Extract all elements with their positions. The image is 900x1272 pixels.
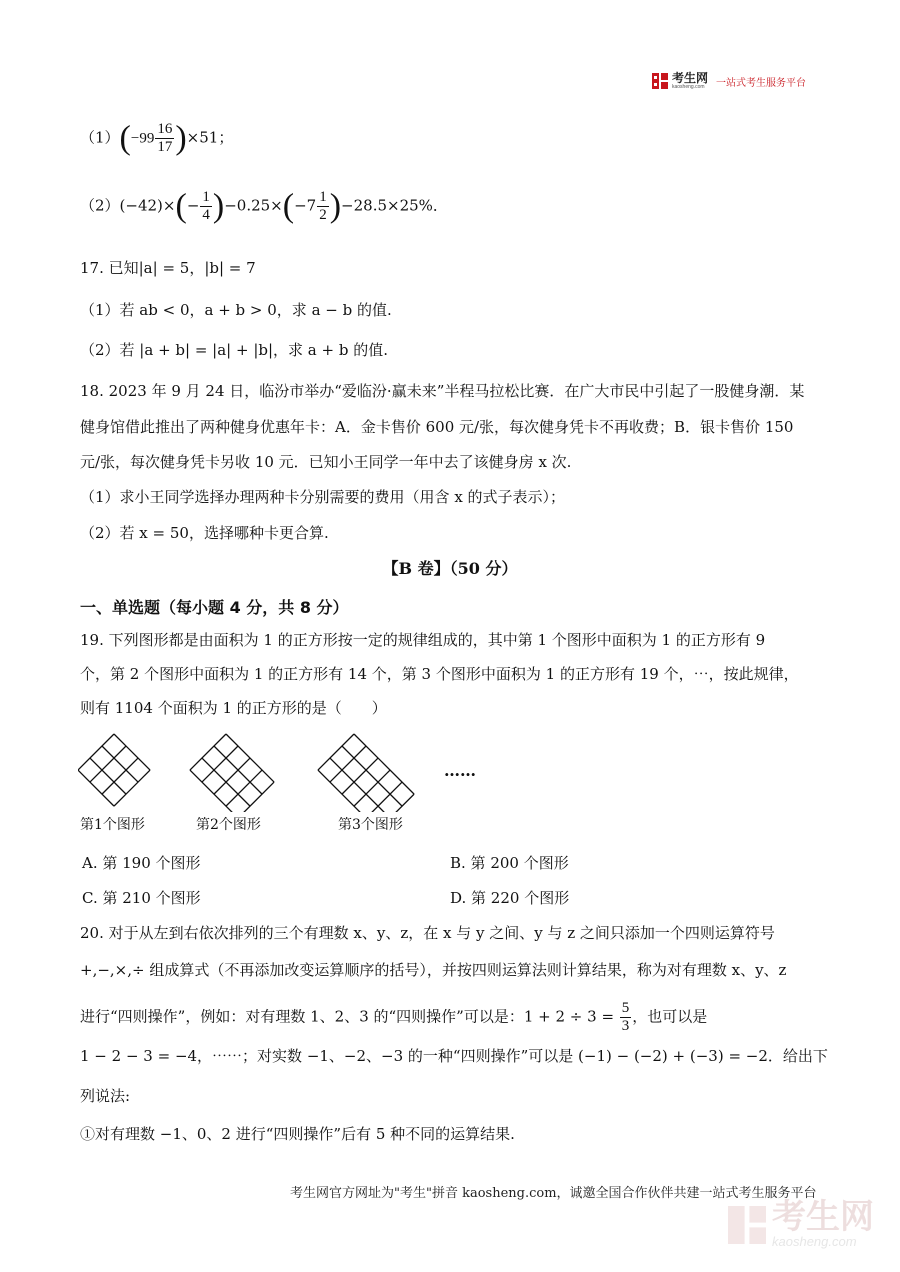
q19-line2: 个，第 2 个图形中面积为 1 的正方形有 14 个，第 3 个图形中面积为 1 的正方形有 19 个，⋯，按此规律， [80,665,799,683]
q16-p2-a: (−42)× [119,196,176,215]
q16-p2-c: −0.25× [224,196,283,215]
q16-p1-den: 17 [157,139,173,155]
q16-part2: （2）(−42)×(− $\frac{1}{4}$ )−0.25×(−7 $\frac{1}{2}$ )−28.5×25%． [80,187,448,225]
q16-p2-den1: 4 [202,207,210,223]
q19-figures [78,732,498,812]
q18-line1: 18. 2023 年 9 月 24 日，临汾市举办“爱临汾·赢未来”半程马拉松比赛．在广大市民中引起了一股健身潮．某 [80,382,805,400]
q20-line3 [80,1000,707,1035]
q18-line2: 健身馆借此推出了两种健身优惠年卡：A．金卡售价 600 元/张，每次健身凭卡不再收费；B．银卡售价 150 [80,418,794,436]
section-one-title: 一、单选题（每小题 4 分，共 8 分） [80,598,349,617]
q20-line1: 20. 对于从左到右依次排列的三个有理数 x、y、z，在 x 与 y 之间、y 与 z 之间只添加一个四则运算符号 [80,924,775,942]
figure-ellipsis: …… [444,761,476,780]
header-logo [652,72,806,90]
q20-line3-a: 进行“四则操作”，例如：对有理数 1、2、3 的“四则操作”可以是：1 + 2 ÷ 3 = [80,1007,619,1026]
watermark-logo-icon [728,1205,766,1245]
q16-p2-den2: 2 [319,207,327,223]
q19-option-b: B. 第 200 个图形 [450,854,569,872]
q17-stem: 17. 已知|a| = 5，|b| = 7 [80,259,256,277]
q20-line3-b: ，也可以是 [632,1007,708,1026]
q16-p1-tail: ×51； [186,128,234,147]
q20-frac-den: 3 [621,1018,630,1034]
grid-line [238,782,274,812]
q17-part1: （1）若 ab < 0，a + b > 0，求 a − b 的值. [80,301,392,319]
q20-frac-num: 5 [621,1000,630,1016]
q18-part2: （2）若 x = 50，选择哪种卡更合算. [80,524,329,542]
grid-line [342,746,402,806]
q20-fraction [620,1000,632,1035]
q16-p2-fraction2 [317,189,329,224]
q18-line3: 元/张，每次健身凭卡另收 10 元．已知小王同学一年中去了该健身房 x 次. [80,453,572,471]
grid-line [190,770,238,812]
q17-part2: （2）若 |a + b| = |a| + |b|，求 a + b 的值. [80,341,388,359]
q20-line4: 1 − 2 − 3 = −4，⋯⋯；对实数 −1、−2、−3 的一种“四则操作”可以是 (−1) − (−2) + (−3) = −2．给出下 [80,1047,828,1065]
q16-p2-b: − [186,196,200,215]
q19-line1: 19. 下列图形都是由面积为 1 的正方形按一定的规律组成的，其中第 1 个图形中面积为 1 的正方形有 9 [80,631,766,649]
q16-p2-num1: 1 [202,189,210,205]
grid-line [354,734,414,794]
q19-option-d: D. 第 220 个图形 [450,889,570,907]
footer-text: 考生网官方网址为"考生"拼音 kaosheng.com，诚邀全国合作伙伴共建一站式考生服务平台 [290,1186,817,1201]
q16-p1-num: 16 [157,121,173,137]
logo-name: 考生网 [672,71,709,85]
q20-line5: 列说法: [80,1087,131,1105]
q16-p2-num2: 1 [319,189,327,205]
q16-p2-e: −28.5×25%． [341,196,448,215]
q19-line3: 则有 1104 个面积为 1 的正方形的是（ ） [80,699,387,717]
q20-line6: ①对有理数 −1、0、2 进行“四则操作”后有 5 种不同的运算结果. [80,1125,515,1143]
q16-p2-fraction1 [200,189,212,224]
figure-2-caption: 第2个图形 [196,817,261,833]
q16-p1-int: −99 [130,130,155,147]
kaosheng-logo-icon [652,73,668,89]
q18-part1: （1）求小王同学选择办理两种卡分别需要的费用（用含 x 的式子表示）； [80,488,566,506]
q16-part1: （1）(−99 $\frac{16}{17}$ )×51； [80,119,234,157]
logo-slogan: 一站式考生服务平台 [716,77,807,89]
figure-1-caption: 第1个图形 [80,817,145,833]
figure-3-caption: 第3个图形 [338,817,403,833]
q16-p1-fraction [155,121,174,156]
section-b-title: 【B 卷】（50 分） [382,559,518,578]
q19-option-c: C. 第 210 个图形 [82,889,201,907]
q16-p2-d: −7 [294,196,317,215]
q16-p2-label: （2） [80,196,120,215]
figure-2-grid [190,734,274,812]
watermark-domain: kaosheng.com [772,1234,857,1249]
q16-p1-label: （1） [80,128,120,147]
figure-1-grid [78,734,150,806]
watermark [728,1200,874,1249]
q20-line2: +,−,×,÷ 组成算式（不再添加改变运算顺序的括号），并按四则运算法则计算结果，称为对有理数 x、y、z [80,961,787,979]
figure-3-grid [318,734,414,812]
logo-domain: kaosheng.com [672,84,705,90]
grid-line [378,794,414,812]
watermark-name: 考生网 [772,1198,874,1236]
q19-option-a: A. 第 190 个图形 [82,854,201,872]
grid-line [366,782,402,812]
